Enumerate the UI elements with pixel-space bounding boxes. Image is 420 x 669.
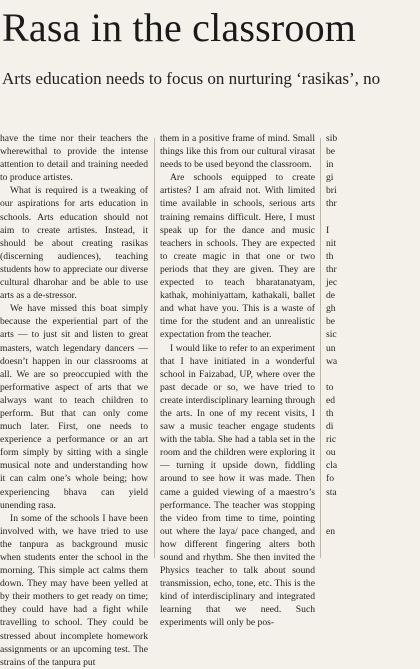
column-3-line [326,512,420,525]
column-3-line: un [326,342,336,354]
column-divider [320,138,321,558]
column-3-line [326,368,420,381]
column-3-line: gh [326,303,336,315]
column-3-line: sib [326,133,338,144]
article-headline: Rasa in the classroom [2,5,357,50]
article-column-1 [0,132,148,668]
paragraph: Are schools equipped to create artistes? I am afraid not. With limited time available in schools, serious arts training remains difficult. Here, I must speak up for the dance and music teachers in schools. They are expected to create magic in that one or two periods that they are given. They are expected to teach bharatanatyam, kathak, mohiniyattam, kathakali, ballet and what have you. This is a waste of time for the student and an unrealistic expectation from the teacher. [160,172,315,341]
column-3-line: sta [326,486,337,498]
column-3-line: cla [326,460,338,472]
column-3-line: bri [326,185,337,197]
column-3-line: th [326,407,334,419]
column-3-line: de [326,290,336,302]
column-3-line: gi [326,172,334,184]
article-column-2 [160,132,315,629]
column-3-line: be [326,146,336,158]
column-3-line [326,211,420,224]
column-3-line: ed [326,394,336,406]
column-3-line: nit [326,237,337,249]
column-3-line: di [326,421,334,433]
paragraph: What is required is a tweaking of our aspirations for arts education in schools. Arts education should not aim to create artistes. Instead, it should be about creating rasikas (discerning audiences), teaching students how to appreciate our diverse cultural dharohar and be able to use arts as a de-stressor. [0,185,148,302]
column-3-line: jec [326,277,338,289]
column-3-line: ric [326,434,337,446]
column-3-line: be [326,316,336,328]
column-3-line: sic [326,329,337,341]
column-3-line: in [326,159,334,171]
column-divider [154,138,155,558]
column-3-line: to [326,381,334,393]
column-3-line: th [326,250,334,262]
column-3-line: wa [326,355,338,367]
column-3-line: thr [326,263,337,275]
article-deck: Arts education needs to focus on nurturing ‘rasikas’, no [2,69,381,88]
column-3-line: I [326,224,330,236]
paragraph: In some of the schools I have been involved with, we have tried to use the tanpura as background music when students enter the school in the morning. This simple act calms them down. They may have been yelled at by their mothers to get ready on time; they could have had a fight while travelling to school. They could be stressed about incomplete homework assignments or an upcoming test. The strains of the tanpura put [0,512,148,668]
article-column-3-fragment [326,132,420,560]
column-3-line [326,499,420,512]
column-3-line: thr [326,198,337,210]
column-3-line: ou [326,447,336,459]
paragraph: have the time nor their teachers the wherewithal to provide the intense attention to detail and training needed to produce artistes. [0,133,148,184]
paragraph: We have missed this boat simply because the experiential part of the arts — to just sit and listen to great masters, watch legendary dancers — doesn’t happen in our classrooms at all. We are so preoccupied with the performative aspect of arts that we always want to teach children to perform. But that can only come much later. First, one needs to experience a performance or an art form simply by sitting with a single musical note and understanding how it can calm one’s whole being; how experiencing bhava can yield unending rasa. [0,303,148,511]
column-3-line: fo [326,473,334,485]
paragraph: them in a positive frame of mind. Small things like this from our cultural virasat needs to be used beyond the classroom. [160,133,315,171]
paragraph: I would like to refer to an experiment that I have initiated in a wonderful school in Faizabad, UP, where over the past decade or so, we have tried to create interdisciplinary learning through the arts. In one of my recent visits, I saw a music teacher engage students with the tabla. She had a tabla set in the room and the children were exploring it — turning it upside down, fiddling around to see how it was made. Then came a guided viewing of a maestro’s performance. The teacher was stopping the video from time to time, pointing out where the laya/ pace changed, and how different fingering alters both sound and rhythm. She then invited the Physics teacher to talk about sound transmission, echo, tone, etc. This is the kind of interdisciplinary and integrated learning that we need. Such experiments will only be pos- [160,342,315,629]
column-3-line: en [326,525,336,537]
